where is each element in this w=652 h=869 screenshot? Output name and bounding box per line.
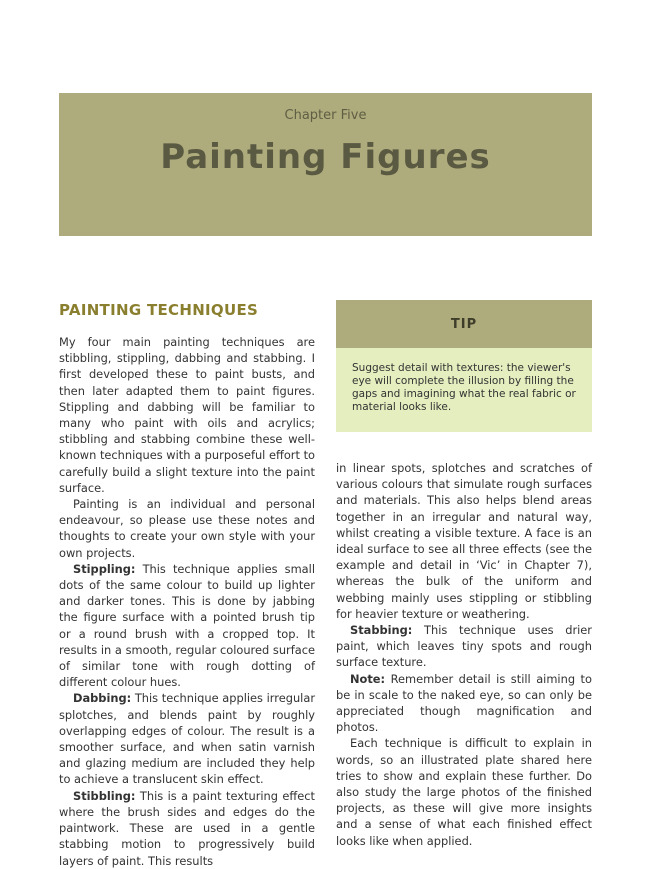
tip-text: Suggest detail with textures: the viewer's eye will complete the illusion by filling the gaps and imagining what the real fabric or material looks like. <box>336 348 592 432</box>
paragraph-personal: Painting is an individual and personal endeavour, so please use these notes and thoughts to create your own style with your own projects. <box>59 497 315 560</box>
paragraph-stibbling <box>59 788 315 869</box>
stibbling-text: This is a paint texturing effect where the brush sides and edges do the paintwork. These are used in a gentle stabbing motion to progressively build layers of paint. This results <box>59 788 315 868</box>
chapter-header-band <box>59 93 592 236</box>
note-text: Remember detail is still aiming to be in scale to the naked eye, so can only be appreciated though magnification and photos. <box>336 671 592 735</box>
left-column <box>59 334 315 869</box>
term-note: Note: <box>350 671 386 686</box>
paragraph-stabbing <box>336 622 592 671</box>
term-dabbing: Dabbing: <box>73 691 132 706</box>
paragraph-continued: in linear spots, splotches and scratches of various colours that simulate rough surfaces and materials. This also helps blend areas together in an irregular and natural way, whilst creating a visible texture. A face is an ideal surface to see all three effects (see the example and detail in ‘Vic’ in Chapter 7), whereas the bulk of the uniform and webbing mainly uses stippling or stibbling for heavier texture or weathering. <box>336 461 592 621</box>
dabbing-text: This technique applies irregular splotches, and blends paint by roughly overlapping edges of colour. The result is a smoother surface, and when satin varnish and glazing medium are included they help to achieve a translucent skin effect. <box>59 691 315 787</box>
stabbing-text: This technique uses drier paint, which leaves tiny spots and rough surface texture. <box>336 623 592 670</box>
intro-paragraph: My four main painting techniques are stibbling, stippling, dabbing and stabbing. I first developed these to paint busts, and then later adapted them to paint figures. Stippling and dabbing will be familiar to many who paint with oils and acrylics; stibbling and stabbing combine these well-known techniques with a purposeful effort to carefully build a slight texture into the paint surface. <box>59 335 316 495</box>
tip-heading: TIP <box>336 300 592 348</box>
term-stippling: Stippling: <box>73 561 136 576</box>
chapter-label: Chapter Five <box>284 108 367 123</box>
stippling-text: This technique applies small dots of the same colour to build up lighter and darker tones. This is done by jabbing the figure surface with a pointed brush tip or a round brush with a cropped top. It results in a smooth, regular coloured surface of similar tone with rough dotting of different colour hues. <box>59 561 315 690</box>
chapter-title: Painting Figures <box>160 137 491 177</box>
section-heading: PAINTING TECHNIQUES <box>59 301 259 319</box>
paragraph-closing: Each technique is difficult to explain in words, so an illustrated plate shared here tries to show and explain these further. Do also study the large photos of the finished projects, as these will give more insights and a sense of what each finished effect looks like when applied. <box>336 736 592 848</box>
paragraph-dabbing <box>59 690 315 787</box>
term-stabbing: Stabbing: <box>350 623 413 638</box>
term-stibbling: Stibbling: <box>73 788 136 803</box>
paragraph-stippling <box>59 561 315 691</box>
paragraph-note <box>336 671 592 736</box>
right-column <box>336 460 592 849</box>
tip-box <box>336 300 592 432</box>
